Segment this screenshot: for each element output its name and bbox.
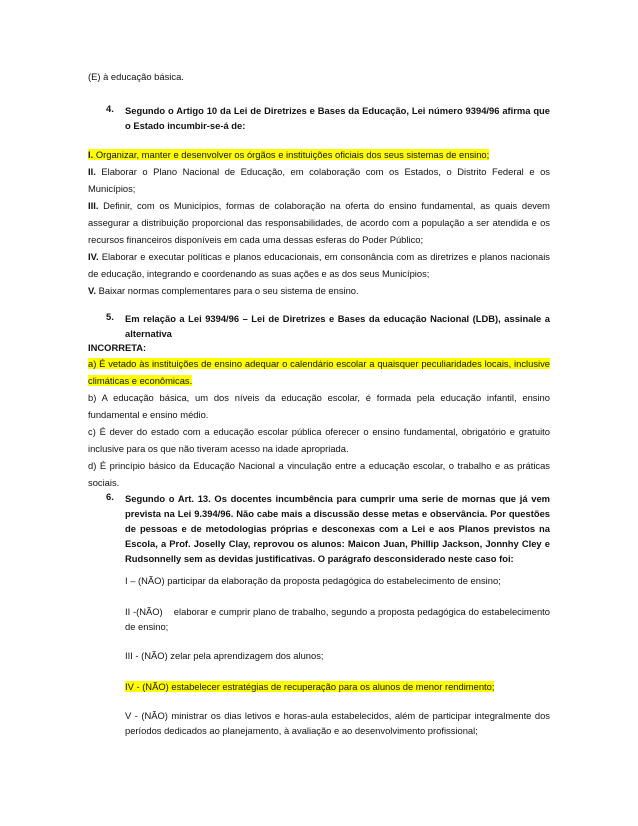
question-5-header: [88, 311, 550, 341]
item-text: Organizar, manter e desenvolver os órgãos e instituições oficiais dos seus sistemas de ensino;: [93, 149, 490, 160]
question-6-header: [88, 491, 550, 566]
item-marker: IV.: [88, 251, 99, 262]
item-marker: V.: [88, 285, 96, 296]
q4-item-2: [88, 163, 550, 197]
question-4: [88, 103, 550, 133]
question-4-header: [88, 103, 550, 133]
question-4-items: [88, 146, 550, 299]
question-5: [88, 311, 550, 491]
q6-item-2: II -(NÃO) elaborar e cumprir plano de trabalho, segundo a proposta pedagógica do estabelecimento de ensino;: [125, 606, 553, 632]
q4-item-3: [88, 197, 550, 248]
item-text: Baixar normas complementares para o seu sistema de ensino.: [96, 285, 359, 296]
question-5-number: 5.: [106, 311, 114, 322]
item-text: Elaborar e executar políticas e planos educacionais, em consonância com as diretrizes e planos nacionais de educação, integrando e coordenando as suas ações e as dos seus Municípios;: [88, 251, 550, 279]
question-5-qualifier: INCORRETA:: [88, 342, 147, 353]
q6-item-4: [125, 679, 550, 694]
q4-item-5: [88, 282, 550, 299]
highlight: a) É vetado às instituições de ensino adequar o calendário escolar a quaisquer peculiaridades locais, inclusive climáticas e econômicas.: [88, 358, 550, 386]
question-5-text: Em relação a Lei 9394/96 – Lei de Diretrizes e Bases da educação Nacional (LDB), assinale a alternativa: [125, 313, 550, 339]
q6-item-1: I – (NÃO) participar da elaboração da proposta pedagógica do estabelecimento de ensino;: [125, 575, 501, 586]
question-4-text: Segundo o Artigo 10 da Lei de Diretrizes e Bases da Educação, Lei número 9394/96 afirma que o Estado incumbir-se-á de:: [125, 105, 550, 131]
item-marker: I.: [88, 149, 94, 160]
q5-option-a: [88, 355, 550, 389]
q5-option-d: d) É princípio básico da Educação Nacional a vinculação entre a educação escolar, o trabalho e as práticas sociais.: [88, 460, 550, 488]
item-marker: III.: [88, 200, 99, 211]
item-text: Elaborar o Plano Nacional de Educação, em colaboração com os Estados, o Distrito Federal e os Municípios;: [88, 166, 550, 194]
q5-option-c: c) É dever do estado com a educação escolar pública oferecer o ensino fundamental, obrigatório e gratuito inclusive para os que não tiveram acesso na idade apropriada.: [88, 426, 550, 454]
question-6-items: [88, 573, 553, 738]
highlight: IV - (NÃO) estabelecer estratégias de recuperação para os alunos de menor rendimento;: [125, 681, 495, 692]
q4-item-1: [88, 146, 550, 163]
question-4-number: 4.: [106, 103, 114, 114]
q5-option-b: b) A educação básica, um dos níveis da educação escolar, é formada pela educação infantil, ensino fundamental e ensino médio.: [88, 392, 550, 420]
question-6-text: Segundo o Art. 13. Os docentes incumbência para cumprir uma serie de mornas que já vem prevista na Lei 9.394/96. Não cabe mais a discussão desse metas e observância. Por questões de pessoas e de metodologias próprias e desconexas com a Lei e aos Planos previstos na Escola, a Prof. Joselly Clay, reprovou os alunos: Maicon Juan, Phillip Jackson, Jonnhy Cley e Rudsonnelly sem as devidas justificativas. O parágrafo desconsiderado neste caso foi:: [125, 493, 550, 564]
highlight: [88, 149, 489, 160]
intro-line: (E) à educação básica.: [88, 71, 184, 82]
q4-item-4: [88, 248, 550, 282]
intro-line-block: [88, 68, 550, 85]
question-6: [88, 491, 550, 566]
q6-item-3: III - (NÃO) zelar pela aprendizagem dos alunos;: [125, 650, 324, 661]
question-6-number: 6.: [106, 491, 114, 502]
item-text: Definir, com os Municípios, formas de colaboração na oferta do ensino fundamental, as quais devem assegurar a distribuição proporcional das responsabilidades, de acordo com a população a ser atendida e os recursos financeiros disponíveis em cada uma dessas esferas do Poder Público;: [88, 200, 550, 245]
q6-item-5: V - (NÃO) ministrar os dias letivos e horas-aula estabelecidos, além de participar integralmente dos períodos dedicados ao planejamento, à avaliação e ao desenvolvimento profissional;: [125, 710, 550, 736]
item-marker: II.: [88, 166, 96, 177]
